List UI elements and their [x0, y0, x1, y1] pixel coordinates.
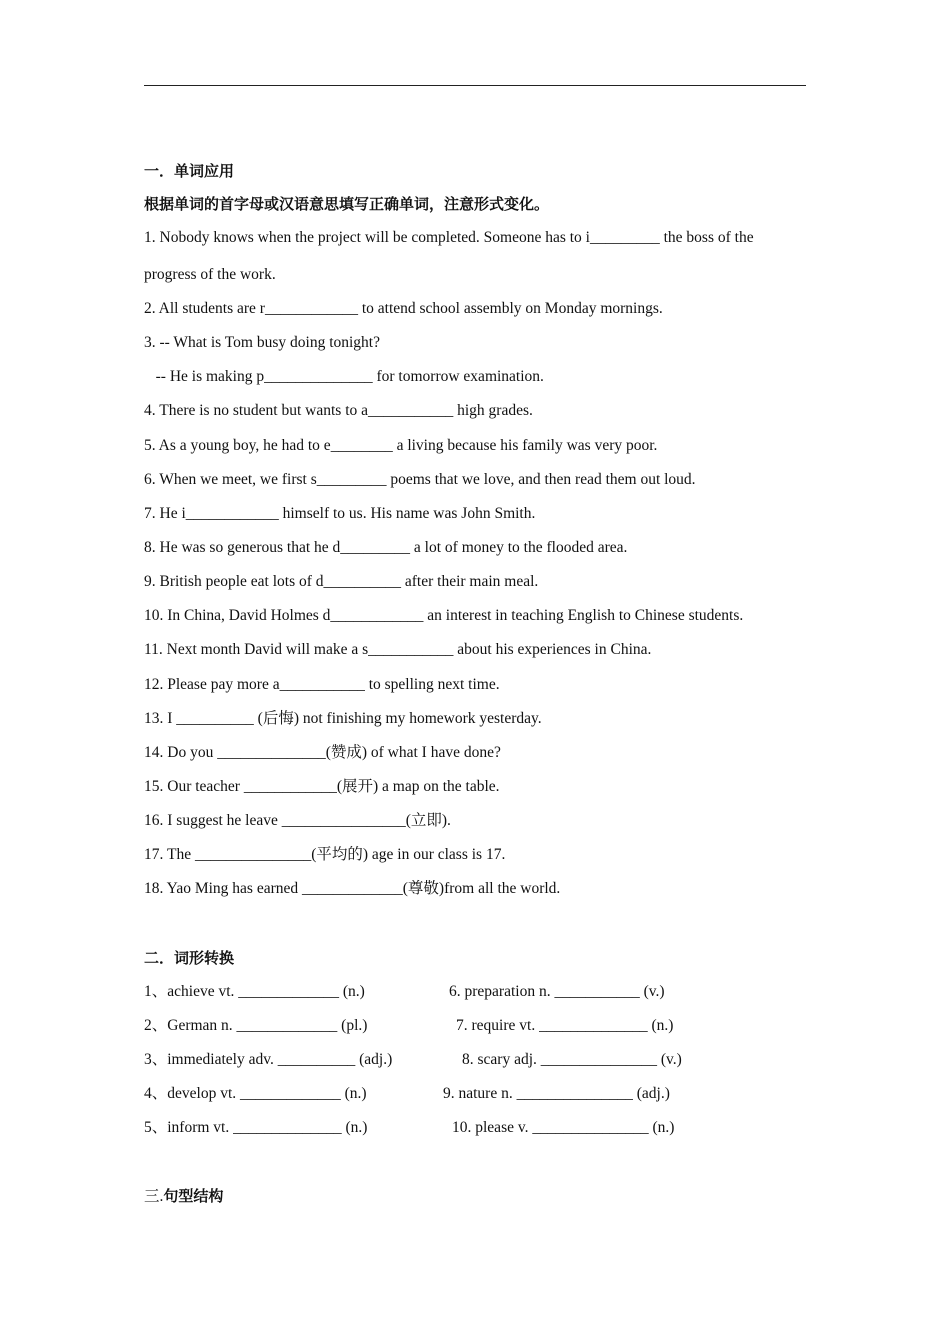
word-form-right: 8. scary adj. _______________ (v.): [462, 1051, 682, 1068]
section3-prefix: 三.: [144, 1188, 164, 1205]
exercise-line: 2. All students are r____________ to attend school assembly on Monday mornings.: [144, 300, 663, 317]
exercise-line: 14. Do you ______________(赞成) of what I have done?: [144, 744, 501, 761]
exercise-line: 12. Please pay more a___________ to spelling next time.: [144, 676, 500, 693]
exercise-line: -- He is making p______________ for tomorrow examination.: [144, 368, 544, 385]
exercise-line: 13. I __________ (后悔) not finishing my homework yesterday.: [144, 710, 542, 727]
exercise-line: 17. The _______________(平均的) age in our class is 17.: [144, 846, 506, 863]
word-form-right: 7. require vt. ______________ (n.): [456, 1017, 674, 1034]
exercise-line: progress of the work.: [144, 266, 276, 283]
exercise-line: 10. In China, David Holmes d____________ an interest in teaching English to Chinese students.: [144, 607, 744, 624]
exercise-line: 11. Next month David will make a s___________ about his experiences in China.: [144, 641, 652, 658]
word-form-left: 5、inform vt. ______________ (n.): [144, 1119, 368, 1136]
word-form-left: 3、immediately adv. __________ (adj.): [144, 1051, 393, 1068]
word-form-right: 6. preparation n. ___________ (v.): [449, 983, 665, 1000]
exercise-line: 6. When we meet, we first s_________ poems that we love, and then read them out loud.: [144, 471, 696, 488]
section3-title: [144, 1186, 223, 1207]
exercise-line: 16. I suggest he leave ________________(立即).: [144, 812, 451, 829]
exercise-line: 3. -- What is Tom busy doing tonight?: [144, 334, 380, 351]
word-form-right: 9. nature n. _______________ (adj.): [443, 1085, 670, 1102]
word-form-left: 2、German n. _____________ (pl.): [144, 1017, 368, 1034]
word-form-left: 1、achieve vt. _____________ (n.): [144, 983, 365, 1000]
section1-instruction: 根据单词的首字母或汉语意思填写正确单词，注意形式变化。: [144, 195, 550, 213]
word-form-left: 4、develop vt. _____________ (n.): [144, 1085, 367, 1102]
exercise-line: 15. Our teacher ____________(展开) a map on the table.: [144, 778, 500, 795]
exercise-line: 1. Nobody knows when the project will be completed. Someone has to i_________ the boss of the: [144, 229, 754, 246]
header-rule: [144, 85, 806, 86]
section3-title-text: 句型结构: [163, 1187, 224, 1205]
exercise-line: 8. He was so generous that he d_________ a lot of money to the flooded area.: [144, 539, 628, 556]
exercise-line: 18. Yao Ming has earned _____________(尊敬)from all the world.: [144, 880, 561, 897]
section1-title: 一．单词应用: [144, 162, 235, 180]
exercise-line: 9. British people eat lots of d__________ after their main meal.: [144, 573, 539, 590]
exercise-line: 7. He i____________ himself to us. His name was John Smith.: [144, 505, 536, 522]
exercise-line: 4. There is no student but wants to a___________ high grades.: [144, 402, 533, 419]
word-form-right: 10. please v. _______________ (n.): [452, 1119, 675, 1136]
section2-title: 二．词形转换: [144, 949, 235, 967]
exercise-line: 5. As a young boy, he had to e________ a living because his family was very poor.: [144, 437, 658, 454]
